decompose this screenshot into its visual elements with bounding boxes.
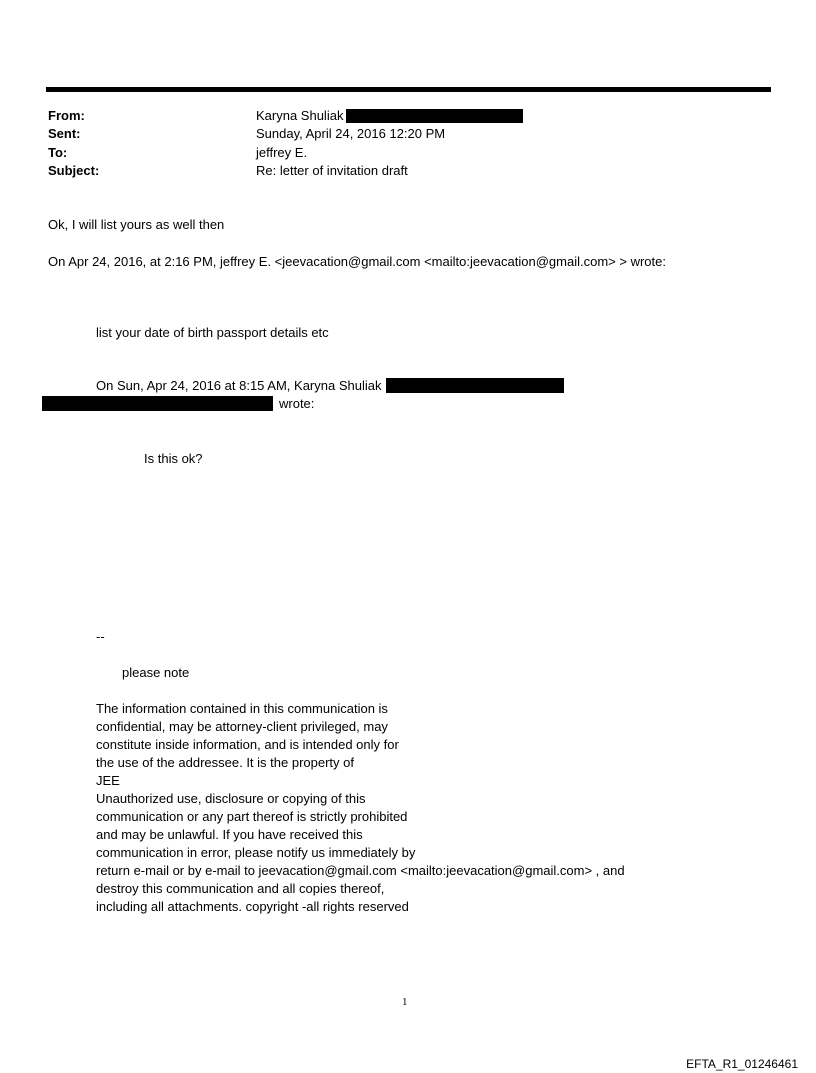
subject-label: Subject:: [48, 163, 100, 178]
disclaimer-line: communication or any part thereof is strictly prohibited: [96, 809, 408, 824]
sent-label: Sent:: [48, 126, 81, 141]
to-label: To:: [48, 145, 68, 160]
quote2-intro-wrote: wrote:: [279, 396, 315, 411]
redaction-bar: [42, 396, 273, 411]
disclaimer-line: JEE: [96, 773, 120, 788]
disclaimer-line: destroy this communication and all copies thereof,: [96, 881, 385, 896]
disclaimer-line: Unauthorized use, disclosure or copying of this: [96, 791, 366, 806]
header-rule: [46, 87, 771, 92]
subject-value: Re: letter of invitation draft: [256, 163, 408, 178]
quote2-text: Is this ok?: [144, 451, 203, 466]
from-value: Karyna Shuliak: [256, 108, 344, 123]
disclaimer-block: [96, 700, 625, 916]
disclaimer-line: including all attachments. copyright -all rights reserved: [96, 899, 409, 914]
disclaimer-line: The information contained in this communication is: [96, 701, 388, 716]
signature-dash: --: [96, 629, 105, 644]
reply-text: Ok, I will list yours as well then: [48, 217, 225, 232]
disclaimer-line: return e-mail or by e-mail to jeevacation@gmail.com <mailto:jeevacation@gmail.com> , and: [96, 863, 625, 878]
disclaimer-line: confidential, may be attorney-client privileged, may: [96, 719, 388, 734]
disclaimer-line: the use of the addressee. It is the property of: [96, 755, 354, 770]
document-id: EFTA_R1_01246461: [686, 1057, 798, 1071]
redaction-bar: [346, 109, 523, 123]
disclaimer-line: and may be unlawful. If you have received this: [96, 827, 363, 842]
disclaimer-line: constitute inside information, and is intended only for: [96, 737, 399, 752]
quote1-intro: On Apr 24, 2016, at 2:16 PM, jeffrey E. <jeevacation@gmail.com <mailto:jeevacation@gmail.com> > wrote:: [48, 254, 666, 269]
from-label: From:: [48, 108, 85, 123]
quote2-intro: On Sun, Apr 24, 2016 at 8:15 AM, Karyna Shuliak: [96, 378, 382, 393]
disclaimer-line: communication in error, please notify us immediately by: [96, 845, 416, 860]
sent-value: Sunday, April 24, 2016 12:20 PM: [256, 126, 446, 141]
to-value: jeffrey E.: [256, 145, 308, 160]
redaction-bar: [386, 378, 564, 393]
quote1-text: list your date of birth passport details etc: [96, 325, 329, 340]
please-note: please note: [122, 665, 190, 680]
page-number: 1: [402, 996, 408, 1008]
